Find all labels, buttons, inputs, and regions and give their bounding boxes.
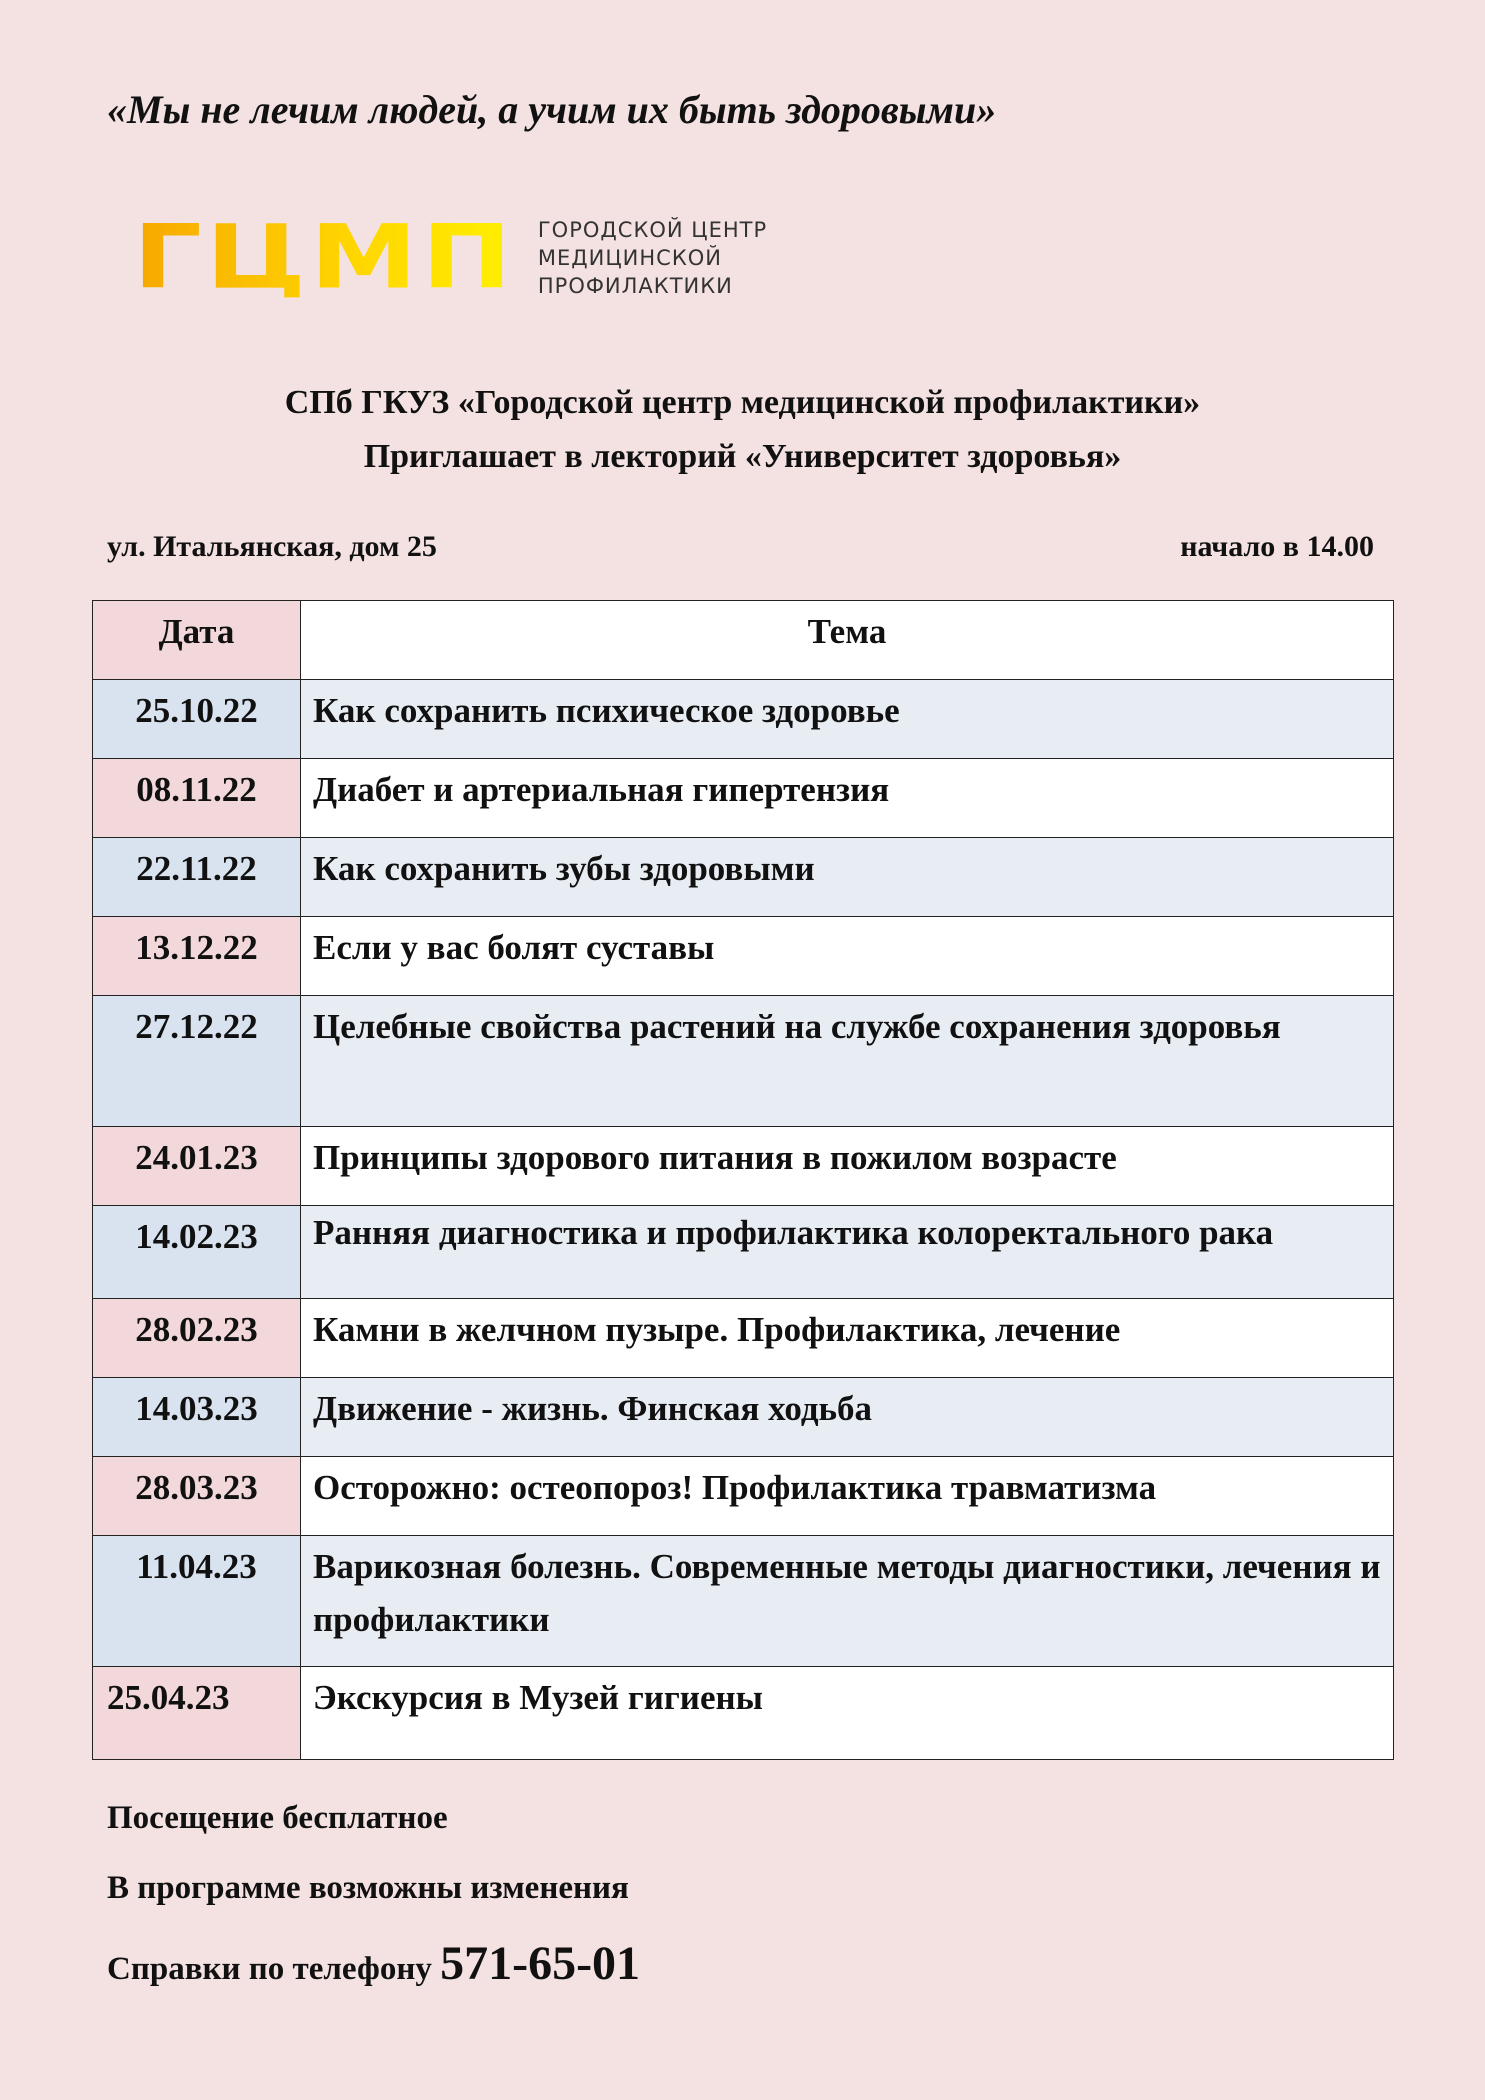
table-row <box>93 680 1394 759</box>
row-topic: Движение - жизнь. Финская ходьба <box>301 1378 1394 1457</box>
address: ул. Итальянская, дом 25 <box>107 530 437 563</box>
row-date: 11.04.23 <box>93 1536 301 1667</box>
row-topic: Принципы здорового питания в пожилом возрасте <box>301 1127 1394 1206</box>
table-row <box>93 917 1394 996</box>
free-admission-note: Посещение бесплатное <box>107 1800 448 1836</box>
row-topic: Целебные свойства растений на службе сохранения здоровья <box>301 996 1394 1127</box>
row-date: 22.11.22 <box>93 838 301 917</box>
row-date: 28.03.23 <box>93 1457 301 1536</box>
row-topic: Камни в желчном пузыре. Профилактика, лечение <box>301 1299 1394 1378</box>
table-row <box>93 1127 1394 1206</box>
column-header-date: Дата <box>93 601 301 680</box>
row-date: 25.10.22 <box>93 680 301 759</box>
gcmp-logo <box>133 206 768 309</box>
table-row <box>93 1206 1394 1299</box>
row-topic: Диабет и артериальная гипертензия <box>301 759 1394 838</box>
row-date: 25.04.23 <box>93 1667 301 1760</box>
row-date: 24.01.23 <box>93 1127 301 1206</box>
table-row <box>93 1378 1394 1457</box>
row-date: 14.02.23 <box>93 1206 301 1299</box>
row-topic: Экскурсия в Музей гигиены <box>301 1667 1394 1760</box>
row-topic: Осторожно: остеопороз! Профилактика травматизма <box>301 1457 1394 1536</box>
table-row <box>93 838 1394 917</box>
row-topic: Как сохранить зубы здоровыми <box>301 838 1394 917</box>
row-date: 08.11.22 <box>93 759 301 838</box>
logo-text-line3: ПРОФИЛАКТИКИ <box>537 274 733 298</box>
logo-text-line2: МЕДИЦИНСКОЙ <box>537 246 722 270</box>
logo-mark: ГЦМП <box>133 206 516 309</box>
program-changes-note: В программе возможны изменения <box>107 1870 629 1906</box>
row-topic: Варикозная болезнь. Современные методы диагностики, лечения и профилактики <box>301 1536 1394 1667</box>
row-topic: Если у вас болят суставы <box>301 917 1394 996</box>
heading-invitation: Приглашает в лекторий «Университет здоровья» <box>363 438 1122 475</box>
table-row <box>93 759 1394 838</box>
row-date: 28.02.23 <box>93 1299 301 1378</box>
table-row <box>93 1536 1394 1667</box>
table-row <box>93 1299 1394 1378</box>
lecture-schedule-table <box>92 600 1394 1760</box>
column-header-topic: Тема <box>301 601 1394 680</box>
row-topic: Ранняя диагностика и профилактика колоректального рака <box>301 1206 1394 1299</box>
logo-text <box>538 216 767 300</box>
phone-info <box>107 1936 640 1991</box>
row-date: 14.03.23 <box>93 1378 301 1457</box>
heading-organization: СПб ГКУЗ «Городской центр медицинской профилактики» <box>284 384 1201 421</box>
start-time: начало в 14.00 <box>1180 530 1374 563</box>
page-heading <box>0 376 1485 484</box>
row-topic: Как сохранить психическое здоровье <box>301 680 1394 759</box>
row-date: 13.12.22 <box>93 917 301 996</box>
phone-label: Справки по телефону <box>107 1951 432 1987</box>
table-row <box>93 996 1394 1127</box>
phone-number: 571-65-01 <box>440 1937 641 1990</box>
table-row <box>93 1667 1394 1760</box>
table-row <box>93 1457 1394 1536</box>
logo-text-line1: ГОРОДСКОЙ ЦЕНТР <box>537 218 768 242</box>
row-date: 27.12.22 <box>93 996 301 1127</box>
table-header-row <box>93 601 1394 680</box>
slogan: «Мы не лечим людей, а учим их быть здоровыми» <box>107 87 997 132</box>
